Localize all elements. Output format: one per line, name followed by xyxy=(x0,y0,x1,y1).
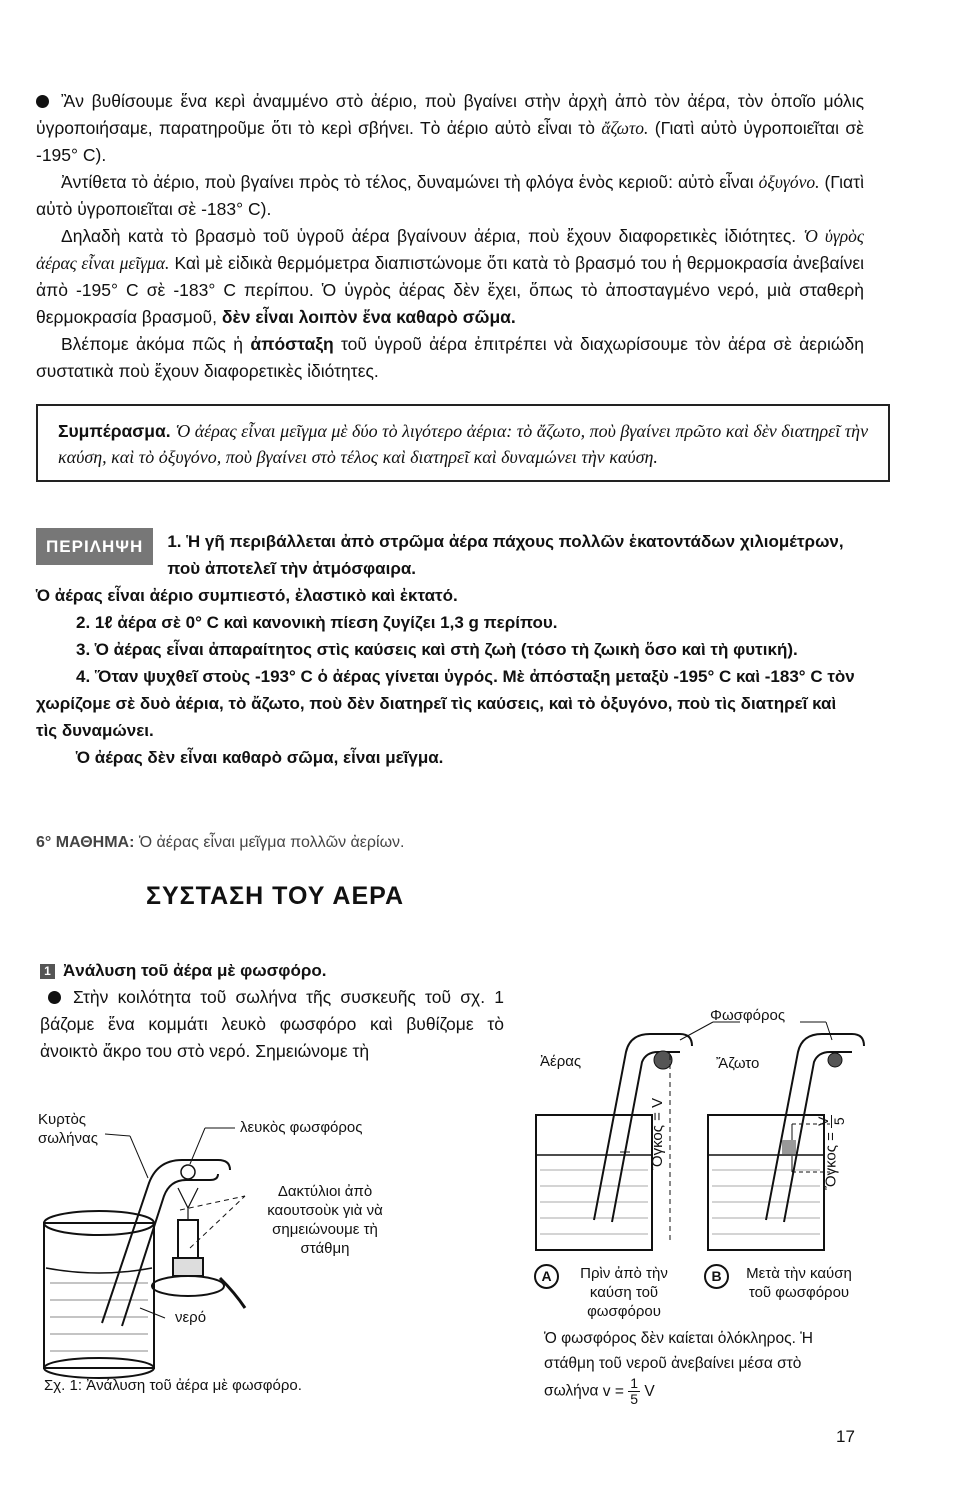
summary-item-1: 1. Ἡ γῆ περιβάλλεται ἀπὸ στρῶμα ἀέρα πάχους πολλῶν ἑκατοντάδων χιλιομέτρων, ποὺ ἀποτελεῖ τὴν ἀτμόσφαιρα. xyxy=(167,532,844,578)
caption-a: A Πρὶν ἀπὸ τὴν καύση τοῦ φωσφόρου xyxy=(534,1264,704,1321)
label-white-phosphorus: λευκὸς φωσφόρος xyxy=(240,1119,363,1136)
summary-item-1b: Ὁ ἀέρας εἶναι ἀέριο συμπιεστό, ἐλαστικὸ καὶ ἐκτατό. xyxy=(36,586,458,605)
lesson-line xyxy=(36,834,405,852)
figure-right xyxy=(530,1000,870,1420)
lesson-label: 6° ΜΑΘΗΜΑ: xyxy=(36,834,135,851)
label-volume-b: Ὄγκος = V 5 xyxy=(815,1116,847,1190)
figure-caption-left: Σχ. 1: Ἀνάλυση τοῦ ἀέρα μὲ φωσφόρο. xyxy=(44,1377,302,1394)
section-title: ΣΥΣΤΑΣΗ ΤΟΥ ΑΕΡΑ xyxy=(146,882,405,910)
intro-text xyxy=(36,88,864,385)
subsection-number: 1 xyxy=(40,964,55,979)
label-phosphorus: Φωσφόρος xyxy=(710,1007,786,1024)
fraction-v-over-5: V 5 xyxy=(815,1116,847,1126)
label-water: νερό xyxy=(175,1309,207,1326)
summary-section xyxy=(36,528,862,771)
summary-item-3: 3. Ὁ ἀέρας εἶναι ἀπαραίτητος στὶς καύσεις καὶ στὴ ζωὴ (τόσο τὴ ζωικὴ ὅσο καὶ τὴ φυτική). xyxy=(76,640,798,659)
conclusion-box xyxy=(36,404,890,482)
caption-b: B Μετὰ τὴν καύση τοῦ φωσφόρου xyxy=(704,1264,874,1302)
marker-a: A xyxy=(534,1264,559,1289)
summary-tag: ΠΕΡΙΛΗΨΗ xyxy=(36,528,153,565)
summary-item-2: 2. 1ℓ ἀέρα σὲ 0° C καὶ κανονικὴ πίεση ζυγίζει 1,3 g περίπου. xyxy=(76,613,558,632)
bullet-icon xyxy=(48,991,61,1004)
subsection xyxy=(40,958,504,1065)
bullet-icon xyxy=(36,95,49,108)
label-air: Ἀέρας xyxy=(540,1053,582,1070)
lesson-text: Ὁ ἀέρας εἶναι μεῖγμα πολλῶν ἀερίων. xyxy=(138,834,405,851)
intro-paragraph-2: Ἀντίθετα τὸ ἀέριο, ποὺ βγαίνει πρὸς τὸ τέλος, δυναμώνει τὴ φλόγα ἑνὸς κεριοῦ: αὐτὸ εἶναι ὀξυγόνο. (Γιατὶ αὐτὸ ὑγροποιεῖται σὲ -183° C). xyxy=(36,172,864,219)
label-rubber-rings: Δακτύλιοι ἀπὸ καουτσοὺκ γιὰ νὰ σημειώνουμε τὴ στάθμη xyxy=(267,1183,383,1257)
label-volume-a: Ὄγκος = V xyxy=(649,1097,666,1170)
page-number: 17 xyxy=(836,1427,855,1446)
figure-left xyxy=(30,1108,510,1398)
subsection-title: Ἀνάλυση τοῦ ἀέρα μὲ φωσφόρο. xyxy=(63,961,327,980)
intro-paragraph-1: Ἂν βυθίσουμε ἕνα κερὶ ἀναμμένο στὸ ἀέριο, ποὺ βγαίνει στὴν ἀρχὴ ἀπὸ τὸν ἀέρα, τὸν ὁποῖο μόλις ὑγροποιήσαμε, παρατηροῦμε ὅτι τὸ κερὶ σβήνει. Τὸ ἀέριο αὐτὸ εἶναι τὸ ἄζωτο. (Γιατὶ αὐτὸ ὑγροποιεῖται σὲ -195° C). xyxy=(36,91,864,165)
conclusion-label: Συμπέρασμα. xyxy=(58,421,171,441)
intro-paragraph-4: Βλέπομε ἀκόμα πῶς ἡ ἀπόσταξη τοῦ ὑγροῦ ἀέρα ἐπιτρέπει νὰ διαχωρίσουμε τὸν ἀέρα σὲ ἀεριώδη συστατικὰ ποὺ ἔχουν διαφορετικὲς ἰδιότητες. xyxy=(36,334,864,381)
conclusion-text: Ὁ ἀέρας εἶναι μεῖγμα μὲ δύο τὸ λιγότερο ἀέρια: τὸ ἄζωτο, ποὺ βγαίνει πρῶτο καὶ δὲν διατηρεῖ τὴν καύση, καὶ τὸ ὀξυγόνο, ποὺ βγαίνει στὸ τέλος καὶ διατηρεῖ καὶ δυναμώνει τὴν καύση. xyxy=(58,421,869,467)
label-curved-tube: Κυρτὸς σωλήνας xyxy=(38,1111,98,1147)
intro-paragraph-3: Δηλαδὴ κατὰ τὸ βρασμὸ τοῦ ὑγροῦ ἀέρα βγαίνουν ἀέρια, ποὺ ἔχουν διαφορετικὲς ἰδιότητες. Ὁ ὑγρὸς ἀέρας εἶναι μεῖγμα. Καὶ μὲ εἰδικὰ θερμόμετρα διαπιστώνομε ὅτι κατὰ τὸ βρασμό του ἡ θερμοκρασία ἀνεβαίνει ἀπὸ -195° C σὲ -183° C περίπου. Ὁ ὑγρὸς ἀέρας δὲν ἔχει, ὅπως τὸ ἀποσταγμένο νερό, μιὰ σταθερὴ θερμοκρασία βρασμοῦ, δὲν εἶναι λοιπὸν ἕνα καθαρὸ σῶμα. xyxy=(36,226,865,327)
formula: v = $\frac{1}{5}$ V xyxy=(602,1375,655,1407)
experiment-note: Ὁ φωσφόρος δὲν καίεται ὁλόκληρος. Ἡ στάθμη τοῦ νεροῦ ἀνεβαίνει μέσα στὸ σωλήνα v = $\frac{1}{5}$ V xyxy=(544,1330,813,1407)
summary-item-4: 4. Ὅταν ψυχθεῖ στοὺς -193° C ὁ ἀέρας γίνεται ὑγρός. Μὲ ἀπόσταξη μεταξὺ -195° C καὶ -183° C τὸν χωρίζομε σὲ δυὸ ἀέρια, τὸ ἄζωτο, ποὺ δὲν διατηρεῖ τὶς καύσεις, καὶ τὸ ὀξυγόνο, ποὺ τὶς διατηρεῖ καὶ τὶς δυναμώνει. xyxy=(36,667,855,740)
marker-b: B xyxy=(704,1264,729,1289)
label-nitrogen: Ἄζωτο xyxy=(716,1055,760,1072)
subsection-text: Στὴν κοιλότητα τοῦ σωλήνα τῆς συσκευῆς τοῦ σχ. 1 βάζομε ἕνα κομμάτι λευκὸ φωσφόρο καὶ βυθίζομε τὸ ἀνοικτὸ ἄκρο του στὸ νερό. Σημειώνομε τὴ xyxy=(40,987,504,1061)
summary-item-4b: Ὁ ἀέρας δὲν εἶναι καθαρὸ σῶμα, εἶναι μεῖγμα. xyxy=(76,748,444,767)
